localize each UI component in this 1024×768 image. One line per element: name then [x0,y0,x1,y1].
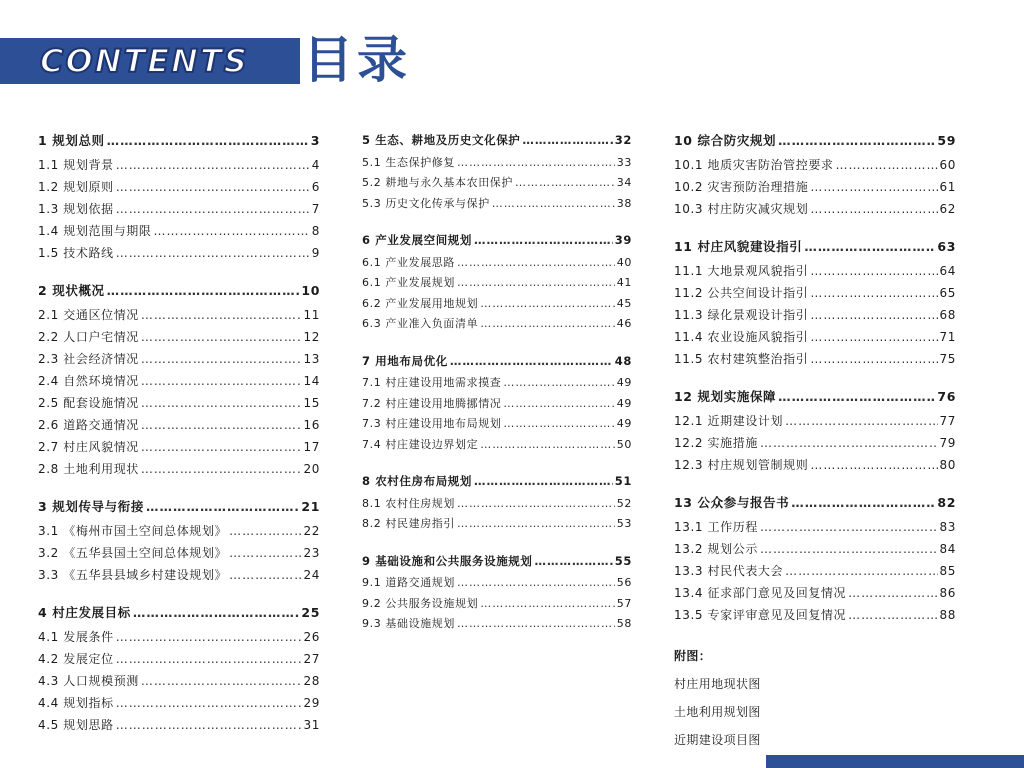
dot-leader [848,582,937,604]
toc-entry-label: 1.5 技术路线 [38,246,114,260]
toc-page-number: 6 [311,180,320,194]
toc-page-number: 25 [301,605,320,620]
dot-leader [503,394,614,415]
toc-entry[interactable] [362,314,632,335]
dot-leader [810,176,937,198]
toc-page-number: 77 [939,414,956,428]
toc-entry-label: 10.2 灾害预防治理措施 [674,180,809,194]
toc-entry-label: 7.4 村庄建设边界划定 [362,437,479,451]
toc-entry-label: 13.2 规划公示 [674,542,758,556]
toc-section-heading[interactable] [674,386,956,408]
toc-page-number: 34 [616,176,632,189]
toc-entry[interactable] [674,582,956,604]
toc-entry-label: 4.1 发展条件 [38,630,114,644]
toc-section-heading[interactable] [362,471,632,492]
toc-page-number: 27 [303,652,320,666]
toc-entry-label: 7.1 村庄建设用地需求摸查 [362,376,502,389]
toc-page-number: 48 [614,353,632,368]
toc-entry[interactable] [362,435,632,456]
dot-leader [450,351,613,372]
toc-page-number: 80 [939,458,956,472]
toc-page-number: 4 [311,158,320,172]
toc-entry[interactable] [362,153,632,174]
dot-leader [522,130,612,151]
dot-leader [480,314,615,335]
toc-entry[interactable] [674,260,956,282]
dot-leader [229,564,301,586]
toc-entry[interactable] [674,304,956,326]
toc-section-heading[interactable] [38,280,320,302]
toc-entry[interactable] [674,560,956,582]
dot-leader [457,153,615,174]
dot-leader [133,602,300,624]
toc-entry[interactable] [38,392,320,414]
toc-section-heading[interactable] [362,230,632,251]
toc-page-number: 15 [303,396,320,410]
toc-page-number: 68 [939,308,956,322]
toc-entry[interactable] [362,594,632,615]
dot-leader [457,253,615,274]
dot-leader [141,348,302,370]
toc-page-number: 55 [614,553,632,568]
toc-entry-label: 10 综合防灾规划 [674,133,777,148]
toc-page-number: 3 [310,133,320,148]
dot-leader [154,220,310,242]
toc-entry-label: 5 生态、耕地及历史文化保护 [362,133,521,147]
toc-section [362,471,632,535]
dot-leader [836,154,938,176]
toc-page-number: 26 [303,630,320,644]
toc-entry[interactable] [38,626,320,648]
toc-entry-label: 8.2 村民建房指引 [362,517,455,530]
toc-entry-label: 13.5 专家评审意见及回复情况 [674,608,847,622]
toc-entry-label: 7 用地布局优化 [362,353,448,368]
toc-section [362,351,632,456]
toc-entry[interactable] [38,348,320,370]
toc-entry-label: 4.4 规划指标 [38,696,114,710]
toc-entry-label: 11.3 绿化景观设计指引 [674,308,809,322]
dot-leader [760,538,938,560]
toc-page-number: 20 [303,462,320,476]
toc-entry-label: 13.1 工作历程 [674,520,758,534]
dot-leader [810,326,937,348]
dot-leader [116,626,302,648]
toc-entry-label: 7.2 村庄建设用地腾挪情况 [362,396,502,410]
dot-leader [116,242,310,264]
toc-entry-label: 1.3 规划依据 [38,202,114,216]
toc-column-1 [38,130,320,752]
toc-page-number: 60 [939,158,956,172]
dot-leader [848,604,937,626]
dot-leader [810,348,937,370]
toc-entry-label: 11.4 农业设施风貌指引 [674,330,809,344]
toc-page-number: 50 [616,437,632,451]
toc-page-number: 39 [614,233,632,247]
toc-page-number: 57 [616,596,632,610]
toc-section-heading[interactable] [362,130,632,151]
toc-page-number: 49 [616,376,632,389]
dot-leader [474,471,613,492]
toc-entry[interactable] [362,394,632,415]
toc-page-number: 86 [939,586,956,600]
toc-page-number: 28 [303,674,320,688]
toc-entry[interactable] [674,348,956,370]
dot-leader [116,692,302,714]
toc-entry[interactable] [362,194,632,215]
toc-entry-label: 3 规划传导与衔接 [38,499,144,514]
toc-entry-label: 8.1 农村住房规划 [362,496,455,510]
page-title: 目录 [303,30,411,89]
toc-entry[interactable] [38,564,320,586]
toc-entry[interactable] [38,520,320,542]
toc-page-number: 58 [616,617,632,630]
toc-entry-label: 2.4 自然环境情况 [38,374,139,388]
toc-entry-label: 2.2 人口户宅情况 [38,330,139,344]
appendix-list [674,642,956,754]
toc-entry[interactable] [362,173,632,194]
dot-leader [457,494,615,515]
toc-page-number: 63 [937,239,956,254]
dot-leader [503,373,614,394]
toc-section [38,280,320,480]
toc-entry[interactable] [674,198,956,220]
dot-leader [457,514,615,535]
toc-entry[interactable] [38,176,320,198]
toc-page-number: 21 [301,499,320,514]
toc-entry-label: 8 农村住房布局规划 [362,474,473,488]
toc-section-heading[interactable] [674,130,956,152]
toc-page-number: 38 [616,196,632,210]
dot-leader [116,154,310,176]
toc-entry[interactable] [674,454,956,476]
toc-entry-label: 6.3 产业准入负面清单 [362,317,479,330]
toc-page-number: 79 [939,436,956,450]
dot-leader [107,280,300,302]
dot-leader [810,454,937,476]
dot-leader [778,386,935,408]
toc-entry-label: 5.2 耕地与永久基本农田保护 [362,176,513,189]
toc-section [674,492,956,626]
toc-section [38,130,320,264]
toc-section [38,602,320,736]
toc-page-number: 17 [303,440,320,454]
toc-entry-label: 1.2 规划原则 [38,180,114,194]
toc-entry[interactable] [674,604,956,626]
toc-entry[interactable] [362,294,632,315]
toc-page-number: 46 [616,317,632,330]
toc-entry-label: 11 村庄风貌建设指引 [674,239,803,254]
dot-leader [778,130,935,152]
toc-page-number: 65 [939,286,956,300]
toc-page-number: 51 [614,474,632,488]
toc-entry[interactable] [38,670,320,692]
dot-leader [480,594,615,615]
toc-entry-label: 2.1 交通区位情况 [38,308,139,322]
toc-page-number: 64 [939,264,956,278]
toc-entry-label: 5.1 生态保护修复 [362,155,455,169]
toc-entry-label: 3.2 《五华县国土空间总体规划》 [38,546,228,560]
toc-section-heading[interactable] [38,496,320,518]
toc-page-number: 49 [616,417,632,430]
toc-page-number: 76 [937,389,956,404]
toc-entry[interactable] [38,242,320,264]
toc-page-number: 45 [616,296,632,310]
dot-leader [146,496,299,518]
toc-page-number: 82 [937,495,956,510]
dot-leader [141,370,302,392]
toc-entry[interactable] [38,542,320,564]
toc-entry[interactable] [674,516,956,538]
toc-entry[interactable] [38,198,320,220]
toc-page-number: 23 [303,546,320,560]
toc-page-number: 24 [303,568,320,582]
dot-leader [804,236,935,258]
toc-page-number: 14 [303,374,320,388]
toc-entry-label: 12.1 近期建设计划 [674,414,784,428]
toc-section [362,551,632,635]
dot-leader [116,648,302,670]
dot-leader [141,414,302,436]
toc-page-number: 33 [616,155,632,169]
toc-page-number: 83 [939,520,956,534]
toc-entry-label: 2.8 土地利用现状 [38,462,139,476]
toc-entry[interactable] [362,414,632,435]
dot-leader [810,282,937,304]
toc-page-number: 61 [939,180,956,194]
toc-entry-label: 12.2 实施措施 [674,436,758,450]
toc-entry-label: 1.4 规划范围与期限 [38,224,152,238]
toc-entry[interactable] [38,326,320,348]
dot-leader [141,326,302,348]
toc-page-number: 7 [311,202,320,216]
toc-entry[interactable] [674,538,956,560]
toc-entry-label: 1 规划总则 [38,133,105,148]
toc-entry[interactable] [362,494,632,515]
toc-entry[interactable] [38,220,320,242]
toc-entry-label: 2.3 社会经济情况 [38,352,139,366]
toc-entry-label: 9.3 基础设施规划 [362,617,455,630]
toc-entry-label: 11.5 农村建筑整治指引 [674,352,809,366]
dot-leader [116,198,310,220]
toc-entry-label: 5.3 历史文化传承与保护 [362,196,490,210]
toc-page-number: 10 [301,283,320,298]
dot-leader [141,304,302,326]
toc-section [362,230,632,335]
toc-page-number: 8 [311,224,320,238]
dot-leader [785,560,937,582]
toc-entry[interactable] [362,373,632,394]
toc-page-number: 22 [303,524,320,538]
dot-leader [457,273,615,294]
toc-entry[interactable] [362,253,632,274]
toc-entry-label: 6.1 产业发展思路 [362,255,455,269]
toc-entry[interactable] [38,458,320,480]
dot-leader [480,435,615,456]
toc-page-number: 88 [939,608,956,622]
toc-page-number: 12 [303,330,320,344]
toc-entry[interactable] [38,304,320,326]
toc-entry-label: 3.3 《五华县县域乡村建设规划》 [38,568,228,582]
dot-leader [810,260,937,282]
toc-entry-label: 2.5 配套设施情况 [38,396,139,410]
toc-page-number: 41 [616,276,632,289]
dot-leader [229,542,301,564]
dot-leader [141,392,302,414]
toc-entry-label: 10.3 村庄防灾减灾规划 [674,202,809,216]
toc-entry[interactable] [674,176,956,198]
contents-heading: CONTENTS [40,42,249,80]
dot-leader [785,410,937,432]
toc-page-number: 71 [939,330,956,344]
dot-leader [810,198,937,220]
toc-entry-label: 13 公众参与报告书 [674,495,790,510]
toc-entry[interactable] [674,432,956,454]
dot-leader [492,194,615,215]
toc-entry-label: 1.1 规划背景 [38,158,114,172]
toc-entry-label: 11.2 公共空间设计指引 [674,286,809,300]
toc-section [674,386,956,476]
toc-entry-label: 2.6 道路交通情况 [38,418,139,432]
appendix-item[interactable]: 近期建设项目图 [674,733,761,747]
toc-page-number: 85 [939,564,956,578]
toc-section [674,130,956,220]
toc-entry[interactable] [674,282,956,304]
toc-entry-label: 4.2 发展定位 [38,652,114,666]
toc-entry[interactable] [38,370,320,392]
toc-page-number: 9 [311,246,320,260]
dot-leader [515,173,615,194]
toc-page-number: 52 [616,496,632,510]
toc-page-number: 49 [616,396,632,410]
toc-entry[interactable] [38,154,320,176]
toc-page-number: 32 [614,133,632,147]
appendix-item[interactable]: 土地利用规划图 [674,705,761,719]
toc-entry-label: 10.1 地质灾害防治管控要求 [674,158,834,172]
toc-entry-label: 12 规划实施保障 [674,389,777,404]
dot-leader [229,520,301,542]
toc-section-heading[interactable] [674,492,956,514]
toc-entry-label: 2 现状概况 [38,283,105,298]
dot-leader [791,492,935,514]
toc-entry[interactable] [674,410,956,432]
toc-page-number: 56 [616,576,632,589]
toc-entry-label: 4.5 规划思路 [38,718,114,732]
toc-entry-label: 9.1 道路交通规划 [362,576,455,589]
toc-page-number: 29 [303,696,320,710]
dot-leader [116,714,302,736]
dot-leader [810,304,937,326]
toc-section-heading[interactable] [38,130,320,152]
toc-page-number: 13 [303,352,320,366]
toc-entry[interactable] [38,648,320,670]
dot-leader [760,516,938,538]
toc-entry[interactable] [38,692,320,714]
toc-entry-label: 7.3 村庄建设用地布局规划 [362,417,502,430]
toc-section [38,496,320,586]
toc-section-heading[interactable] [362,551,632,572]
toc-entry-label: 12.3 村庄规划管制规则 [674,458,809,472]
dot-leader [535,551,613,572]
toc-page-number: 16 [303,418,320,432]
dot-leader [503,414,614,435]
toc-entry-label: 4 村庄发展目标 [38,605,131,620]
toc-page-number: 11 [303,308,320,322]
toc-page-number: 75 [939,352,956,366]
dot-leader [457,573,615,594]
toc-entry[interactable] [362,573,632,594]
toc-page-number: 62 [939,202,956,216]
toc-entry-label: 11.1 大地景观风貌指引 [674,264,809,278]
toc-section [362,130,632,214]
toc-entry[interactable] [674,154,956,176]
toc-column-2 [362,130,632,651]
toc-entry[interactable] [38,714,320,736]
toc-entry[interactable] [674,326,956,348]
toc-section-heading[interactable] [674,236,956,258]
toc-entry-label: 2.7 村庄风貌情况 [38,440,139,454]
toc-entry-label: 6.1 产业发展规划 [362,276,455,289]
dot-leader [107,130,309,152]
toc-page-number: 31 [303,718,320,732]
toc-page-number: 59 [937,133,956,148]
dot-leader [457,614,615,635]
toc-entry-label: 13.4 征求部门意见及回复情况 [674,586,847,600]
toc-page-number: 84 [939,542,956,556]
dot-leader [141,436,302,458]
dot-leader [474,230,613,251]
toc-entry[interactable] [38,414,320,436]
toc-entry-label: 9.2 公共服务设施规划 [362,596,479,610]
dot-leader [116,176,310,198]
toc-entry[interactable] [38,436,320,458]
toc-column-3 [674,130,956,754]
footer-bar [766,755,1024,768]
appendix-heading: 附图： [674,649,712,663]
toc-entry[interactable] [362,273,632,294]
dot-leader [480,294,615,315]
toc-page-number: 40 [616,255,632,269]
toc-entry-label: 4.3 人口规模预测 [38,674,139,688]
dot-leader [141,458,302,480]
toc-entry[interactable] [362,514,632,535]
toc-entry[interactable] [362,614,632,635]
toc-entry-label: 9 基础设施和公共服务设施规划 [362,553,533,568]
toc-section-heading[interactable] [38,602,320,624]
toc-page-number: 53 [616,517,632,530]
appendix-item[interactable]: 村庄用地现状图 [674,677,761,691]
toc-entry-label: 6.2 产业发展用地规划 [362,296,479,310]
toc-entry-label: 6 产业发展空间规划 [362,233,473,247]
toc-entry-label: 3.1 《梅州市国土空间总体规划》 [38,524,228,538]
dot-leader [141,670,302,692]
dot-leader [760,432,938,454]
toc-entry-label: 13.3 村民代表大会 [674,564,784,578]
toc-section-heading[interactable] [362,351,632,372]
toc-section [674,236,956,370]
